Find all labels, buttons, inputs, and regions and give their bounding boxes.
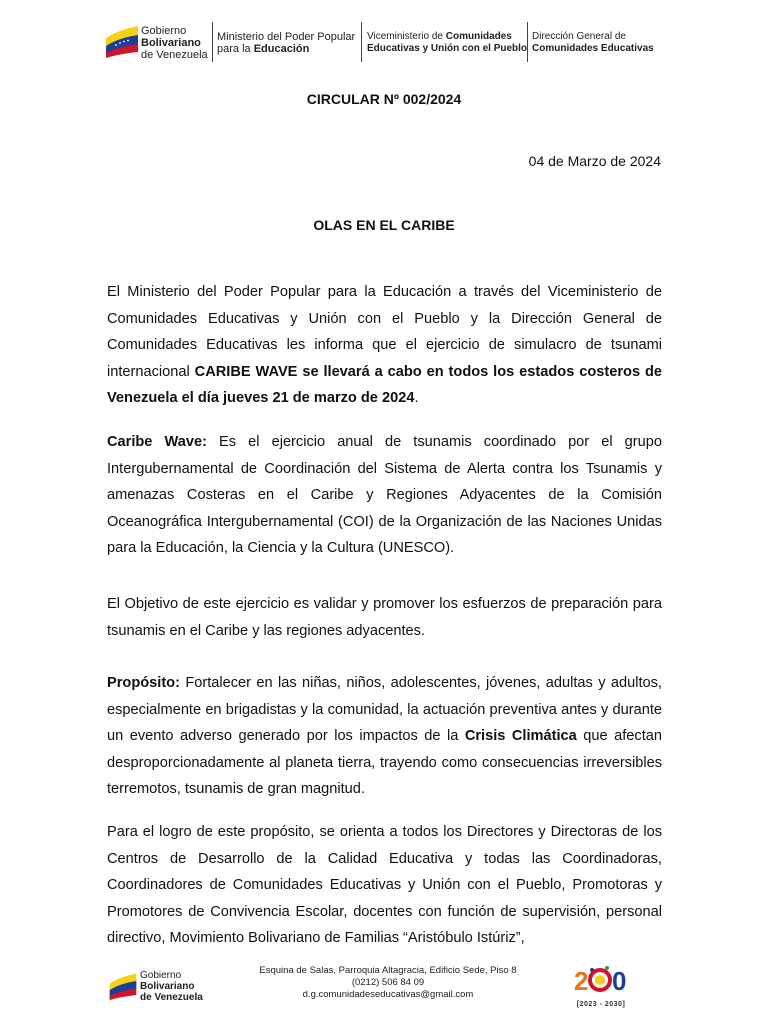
- p4-end: que afectan desproporcionadamente al planeta tierra, trayendo como consecuencias irreversibles terremotos, tsunamis de gran magnitud.: [107, 728, 662, 797]
- letterhead: [100, 18, 660, 66]
- paragraph-2: [107, 429, 662, 562]
- footer-government-logo: [108, 964, 228, 1008]
- document-date: 04 de Marzo de 2024: [528, 153, 661, 169]
- p5-text: Para el logro de este propósito, se orienta a todos los Directores y Directoras de los Centros de Desarrollo de la Calidad Educativa y todas las Coordinadoras, Coordinadores de Comunidades Educativas y Unión con el Pueblo, Promotoras y Promotores de Convivencia Escolar, docentes con función de supervisión, personal directivo, Movimiento Bolivariano de Familias “Aristóbulo Istúriz”,: [107, 824, 662, 946]
- venezuela-flag-icon: [104, 24, 140, 58]
- p4-text: Fortalecer en las niñas, niños, adolescentes, jóvenes, adultas y adultos, especialmente en brigadistas y la comunidad, la actuación preventiva antes y durante un evento adverso generado por los impactos de la: [107, 675, 662, 744]
- ministry-text: [217, 31, 355, 55]
- plan-years: 2023 - 2030: [579, 1001, 623, 1008]
- p1-bold: CARIBE WAVE se llevará a cabo en todos los estados costeros de Venezuela el día jueves 21 de marzo de 2024: [107, 363, 662, 406]
- header-divider: [527, 22, 528, 62]
- subject-title: OLAS EN EL CARIBE: [313, 217, 455, 233]
- gov-line-2: Bolivariano: [141, 37, 201, 49]
- paragraph-1: [107, 279, 662, 412]
- footer-phone: (0212) 506 84 09: [351, 977, 425, 988]
- p1-end: .: [414, 390, 419, 406]
- gov-line-1: Gobierno: [141, 25, 187, 37]
- header-divider: [361, 22, 362, 62]
- dir-line-1: Dirección General de: [532, 31, 626, 42]
- footer-gov-line-1: Gobierno: [140, 970, 182, 981]
- p3-text: El Objetivo de este ejercicio es validar y promover los esfuerzos de preparación para tsunamis en el Caribe y las regiones adyacentes.: [107, 596, 662, 639]
- direction-text: [532, 31, 654, 55]
- p4-bold: Crisis Climática: [464, 728, 577, 744]
- p2-text: Es el ejercicio anual de tsunamis coordinado por el grupo Intergubernamental de Coordinación del Sistema de Alerta contra los Tsunamis y amenazas Costeras en el Caribe y Regiones Adyacentes de la Comisión Oceanográfica Intergubernamental (COI) de la Organización de las Naciones Unidas para la Educación, la Ciencia y la Cultura (UNESCO).: [107, 434, 663, 556]
- paragraph-3: [107, 591, 662, 644]
- svg-text:0: 0: [612, 966, 627, 996]
- circular-number: CIRCULAR Nº 002/2024: [306, 91, 462, 107]
- p2-label: Caribe Wave:: [107, 434, 207, 450]
- dir-line-2: Comunidades Educativas: [532, 43, 654, 54]
- footer-address: Esquina de Salas, Parroquia Altagracia, Edificio Sede, Piso 8: [259, 965, 517, 976]
- government-logo-text: [141, 25, 208, 61]
- gov-line-3: de Venezuela: [141, 49, 208, 61]
- vice-line-2: Educativas y Unión con el Pueblo: [367, 43, 528, 54]
- plan-2030-logo: 2 0 [2023 - 2030]: [570, 962, 640, 1008]
- viceministry-text: [367, 31, 527, 55]
- svg-text:2: 2: [574, 966, 589, 996]
- plan-2030-icon: [570, 962, 640, 996]
- header-divider: [212, 22, 213, 62]
- footer-contact: [258, 965, 518, 1001]
- paragraph-4: [107, 670, 662, 803]
- ministry-line-1: Ministerio del Poder Popular: [217, 31, 356, 43]
- footer-email[interactable]: d.g.comunidadeseducativas@gmail.com: [302, 989, 474, 1000]
- ministry-line-2-bold: Educación: [253, 43, 310, 55]
- footer-gov-line-2: Bolivariano: [140, 981, 195, 992]
- p4-label: Propósito:: [107, 675, 180, 691]
- vice-line-1: Viceministerio de: [367, 31, 446, 42]
- p1-text: El Ministerio del Poder Popular para la Educación a través del Viceministerio de Comunidades Educativas y Unión con el Pueblo y la Dirección General de Comunidades Educativas les informa que el ejercicio de simulacro de tsunami internacional: [107, 284, 662, 380]
- ministry-line-2: para la: [217, 43, 254, 55]
- footer-gov-line-3: de Venezuela: [140, 992, 203, 1003]
- footer: [0, 960, 768, 1010]
- paragraph-5: [107, 819, 662, 952]
- vice-line-1-bold: Comunidades: [445, 31, 512, 42]
- venezuela-flag-icon: [108, 968, 138, 1004]
